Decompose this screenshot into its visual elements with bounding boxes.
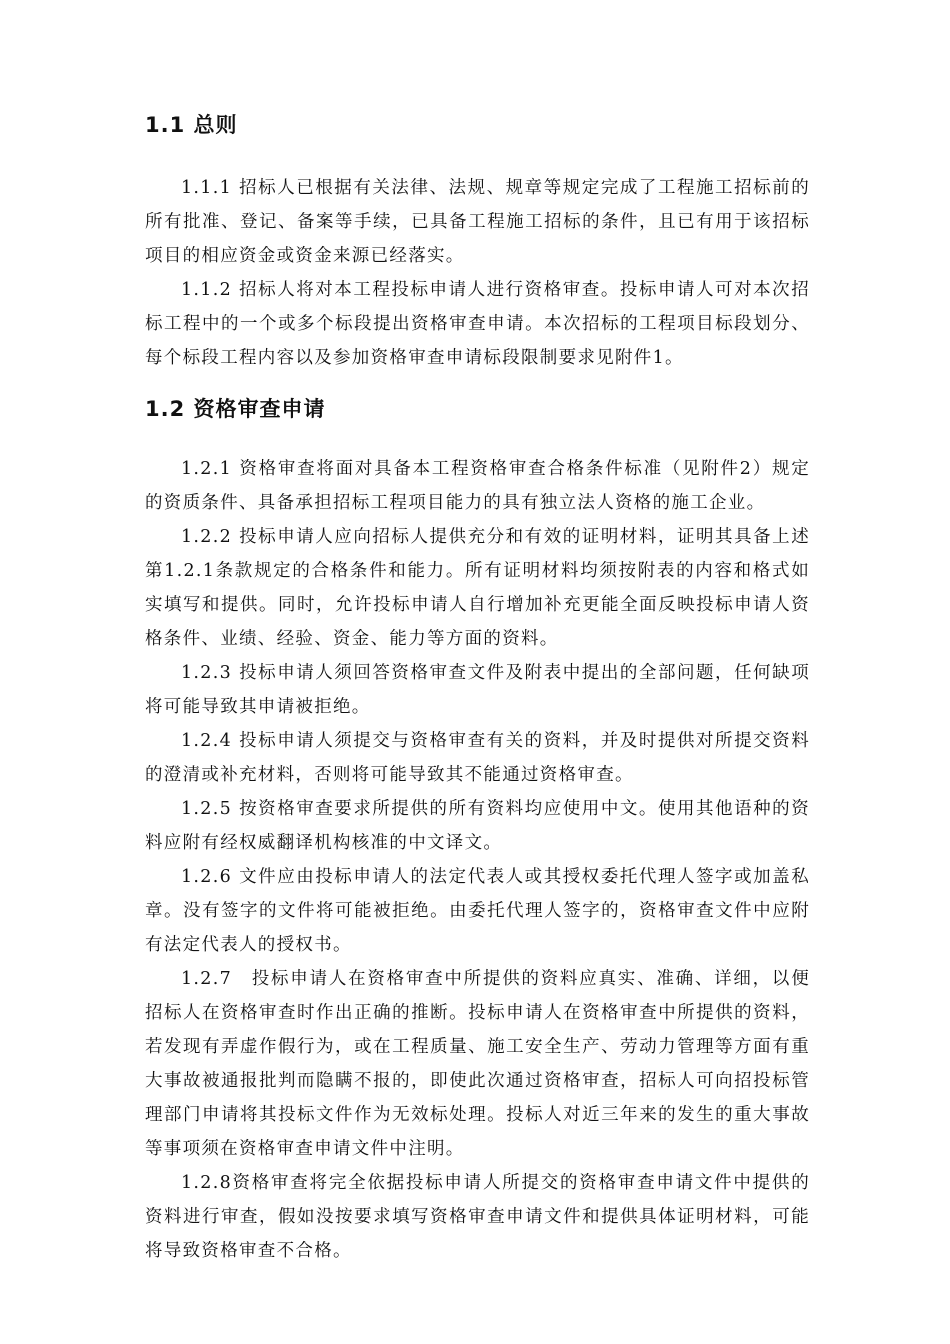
paragraph-1-2-7: 1.2.7 投标申请人在资格审查中所提供的资料应真实、准确、详细，以便招标人在资格审查时作出正确的推断。投标申请人在资格审查中所提供的资料，若发现有弄虚作假行为，或在工程质量、施工安全生产、劳动力管理等方面有重大事故被通报批判而隐瞒不报的，即使此次通过资格审查，招标人可向招投标管理部门申请将其投标文件作为无效标处理。投标人对近三年来的发生的重大事故等事项须在资格审查申请文件中注明。 [145,969,810,1159]
paragraph-1-2-2: 1.2.2 投标申请人应向招标人提供充分和有效的证明材料，证明其具备上述第1.2.1条款规定的合格条件和能力。所有证明材料均须按附表的内容和格式如实填写和提供。同时，允许投标申请人自行增加补充更能全面反映投标申请人资格条件、业绩、经验、资金、能力等方面的资料。 [145,527,810,649]
paragraph-1-2-6: 1.2.6 文件应由投标申请人的法定代表人或其授权委托代理人签字或加盖私章。没有签字的文件将可能被拒绝。由委托代理人签字的，资格审查文件中应附有法定代表人的授权书。 [145,867,810,955]
paragraph-1-2-1: 1.2.1 资格审查将面对具备本工程资格审查合格条件标准（见附件2）规定的资质条件、具备承担招标工程项目能力的具有独立法人资格的施工企业。 [145,459,810,513]
paragraph-1-2-3: 1.2.3 投标申请人须回答资格审查文件及附表中提出的全部问题，任何缺项将可能导致其申请被拒绝。 [145,663,810,717]
paragraph-1-2-5: 1.2.5 按资格审查要求所提供的所有资料均应使用中文。使用其他语种的资料应附有经权威翻译机构核准的中文译文。 [145,799,810,853]
paragraph-1-1-2: 1.1.2 招标人将对本工程投标申请人进行资格审查。投标申请人可对本次招标工程中的一个或多个标段提出资格审查申请。本次招标的工程项目标段划分、每个标段工程内容以及参加资格审查申请标段限制要求见附件1。 [145,280,810,368]
paragraph-1-2-8: 1.2.8资格审查将完全依据投标申请人所提交的资格审查申请文件中提供的资料进行审查，假如没按要求填写资格审查申请文件和提供具体证明材料，可能将导致资格审查不合格。 [145,1173,810,1261]
section-body-general [145,171,810,375]
paragraph-1-2-4: 1.2.4 投标申请人须提交与资格审查有关的资料，并及时提供对所提交资料的澄清或补充材料，否则将可能导致其不能通过资格审查。 [145,731,810,785]
paragraph-1-1-1: 1.1.1 招标人已根据有关法律、法规、规章等规定完成了工程施工招标前的所有批准、登记、备案等手续，已具备工程施工招标的条件，且已有用于该招标项目的相应资金或资金来源已经落实。 [145,178,810,266]
section-heading-general: 1.1 总则 [145,113,238,137]
section-body-qualification-application [145,452,810,1268]
section-heading-qualification-application: 1.2 资格审查申请 [145,397,326,421]
